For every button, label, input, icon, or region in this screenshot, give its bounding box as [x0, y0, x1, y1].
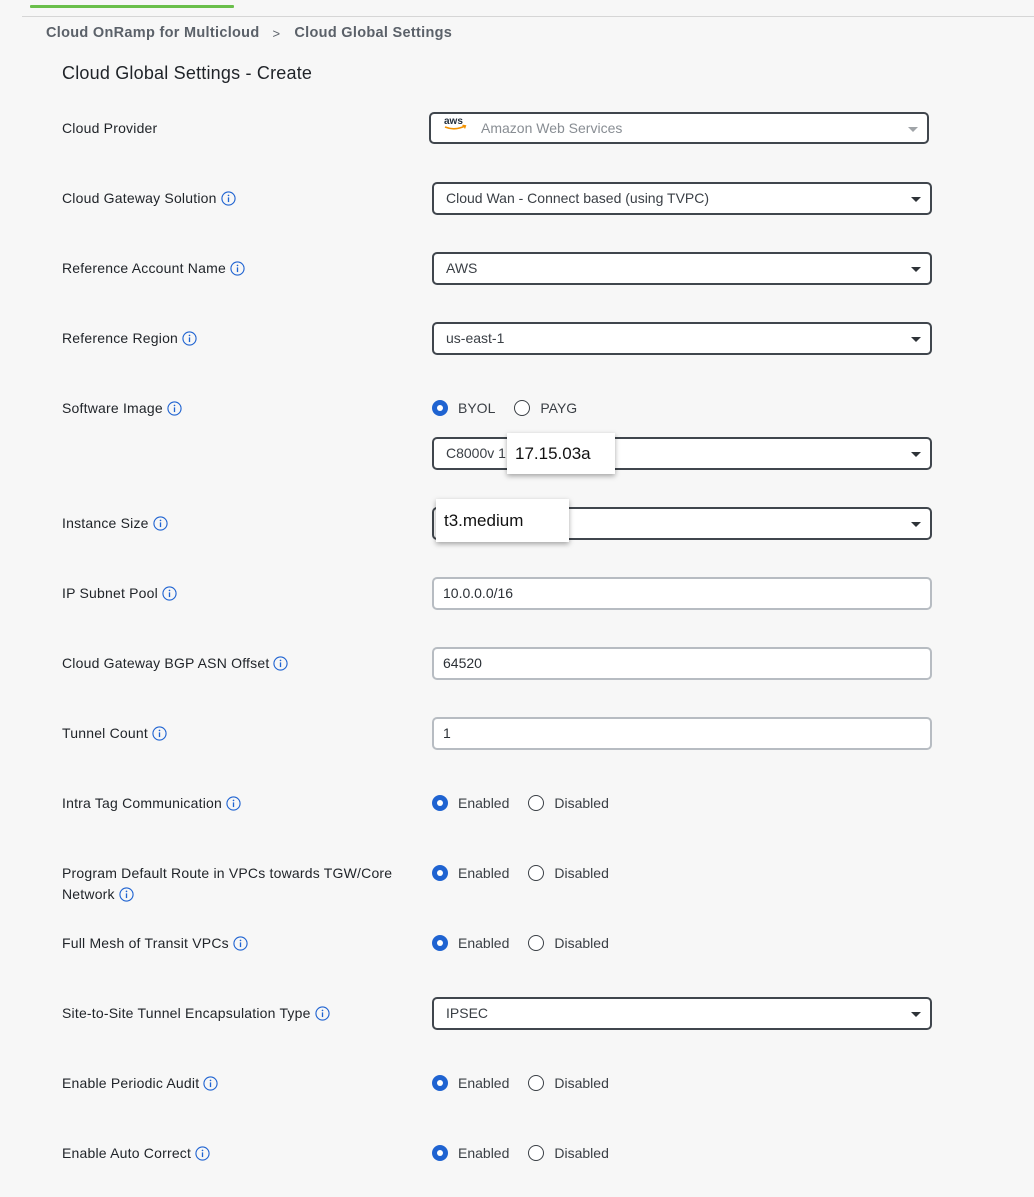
info-icon[interactable] — [153, 516, 168, 531]
periodic-audit-label: Enable Periodic Audit — [62, 1073, 218, 1094]
disabled-label[interactable]: Disabled — [554, 935, 609, 951]
default-route-enabled-radio[interactable] — [432, 865, 448, 881]
full-mesh-disabled-radio[interactable] — [528, 935, 544, 951]
encapsulation-select[interactable] — [432, 997, 932, 1030]
breadcrumb-separator-icon: > — [272, 25, 281, 41]
header-divider — [22, 16, 1034, 17]
encapsulation-value: IPSEC — [446, 1005, 489, 1021]
cloud-provider-value: Amazon Web Services — [481, 120, 623, 136]
info-icon[interactable] — [162, 586, 177, 601]
periodic-audit-radio-group — [432, 1073, 628, 1093]
auto-correct-radio-group — [432, 1143, 628, 1163]
full-mesh-label: Full Mesh of Transit VPCs — [62, 933, 248, 954]
periodic-audit-disabled-radio[interactable] — [528, 1075, 544, 1091]
gateway-solution-select[interactable] — [432, 182, 932, 215]
info-icon[interactable] — [195, 1146, 210, 1161]
ip-subnet-pool-input[interactable]: 10.0.0.0/16 — [432, 577, 932, 610]
region-label: Reference Region — [62, 328, 197, 349]
instance-size-tooltip: t3.medium — [436, 499, 569, 542]
page-title: Cloud Global Settings - Create — [62, 63, 313, 83]
enabled-label[interactable]: Enabled — [458, 795, 510, 811]
chevron-down-icon — [911, 337, 921, 342]
default-route-radio-group — [432, 863, 628, 883]
disabled-label[interactable]: Disabled — [554, 1145, 609, 1161]
info-icon[interactable] — [167, 401, 182, 416]
payg-radio-label[interactable]: PAYG — [540, 400, 578, 416]
instance-size-label: Instance Size — [62, 513, 168, 534]
bgp-asn-offset-input[interactable]: 64520 — [432, 647, 932, 680]
tunnel-count-input[interactable]: 1 — [432, 717, 932, 750]
software-image-tooltip: 17.15.03a — [507, 433, 615, 474]
active-tab-indicator — [30, 5, 234, 8]
gateway-solution-label: Cloud Gateway Solution — [62, 188, 236, 209]
chevron-down-icon — [911, 522, 921, 527]
periodic-audit-enabled-radio[interactable] — [432, 1075, 448, 1091]
aws-logo-icon — [443, 112, 469, 141]
full-mesh-enabled-radio[interactable] — [432, 935, 448, 951]
info-icon[interactable] — [273, 656, 288, 671]
cloud-provider-label: Cloud Provider — [62, 120, 158, 136]
full-mesh-radio-group — [432, 933, 628, 953]
payg-radio[interactable] — [514, 400, 530, 416]
disabled-label[interactable]: Disabled — [554, 1075, 609, 1091]
info-icon[interactable] — [233, 936, 248, 951]
info-icon[interactable] — [119, 887, 134, 902]
chevron-down-icon — [911, 452, 921, 457]
enabled-label[interactable]: Enabled — [458, 865, 510, 881]
chevron-down-icon — [911, 197, 921, 202]
intra-tag-disabled-radio[interactable] — [528, 795, 544, 811]
intra-tag-enabled-radio[interactable] — [432, 795, 448, 811]
bgp-asn-offset-label: Cloud Gateway BGP ASN Offset — [62, 653, 288, 674]
account-name-label: Reference Account Name — [62, 258, 245, 279]
ip-subnet-pool-label: IP Subnet Pool — [62, 583, 177, 604]
enabled-label[interactable]: Enabled — [458, 1145, 510, 1161]
gateway-solution-value: Cloud Wan - Connect based (using TVPC) — [446, 190, 710, 206]
info-icon[interactable] — [182, 331, 197, 346]
breadcrumb — [46, 24, 452, 42]
breadcrumb-parent-link[interactable]: Cloud OnRamp for Multicloud — [46, 25, 260, 41]
info-icon[interactable] — [226, 796, 241, 811]
enabled-label[interactable]: Enabled — [458, 935, 510, 951]
disabled-label[interactable]: Disabled — [554, 865, 609, 881]
byol-radio-label[interactable]: BYOL — [458, 400, 496, 416]
auto-correct-disabled-radio[interactable] — [528, 1145, 544, 1161]
svg-text:aws: aws — [444, 115, 463, 127]
chevron-down-icon — [911, 267, 921, 272]
software-image-label: Software Image — [62, 398, 182, 419]
disabled-label[interactable]: Disabled — [554, 795, 609, 811]
info-icon[interactable] — [221, 191, 236, 206]
chevron-down-icon — [908, 127, 918, 132]
default-route-disabled-radio[interactable] — [528, 865, 544, 881]
encapsulation-label: Site-to-Site Tunnel Encapsulation Type — [62, 1003, 330, 1024]
info-icon[interactable] — [230, 261, 245, 276]
chevron-down-icon — [911, 1012, 921, 1017]
info-icon[interactable] — [152, 726, 167, 741]
region-select[interactable] — [432, 322, 932, 355]
intra-tag-label: Intra Tag Communication — [62, 793, 241, 814]
intra-tag-radio-group — [432, 793, 628, 813]
software-image-radio-group — [432, 398, 596, 418]
breadcrumb-current: Cloud Global Settings — [294, 25, 453, 41]
byol-radio[interactable] — [432, 400, 448, 416]
region-value: us-east-1 — [446, 330, 505, 346]
auto-correct-enabled-radio[interactable] — [432, 1145, 448, 1161]
account-name-select[interactable] — [432, 252, 932, 285]
cloud-provider-select[interactable] — [429, 112, 929, 144]
tunnel-count-label: Tunnel Count — [62, 723, 167, 744]
auto-correct-label: Enable Auto Correct — [62, 1143, 210, 1164]
info-icon[interactable] — [315, 1006, 330, 1021]
info-icon[interactable] — [203, 1076, 218, 1091]
enabled-label[interactable]: Enabled — [458, 1075, 510, 1091]
software-image-value: C8000v 1 — [446, 445, 506, 461]
default-route-label: Program Default Route in VPCs towards TGW/Core Network — [62, 865, 393, 902]
account-name-value: AWS — [446, 260, 478, 276]
